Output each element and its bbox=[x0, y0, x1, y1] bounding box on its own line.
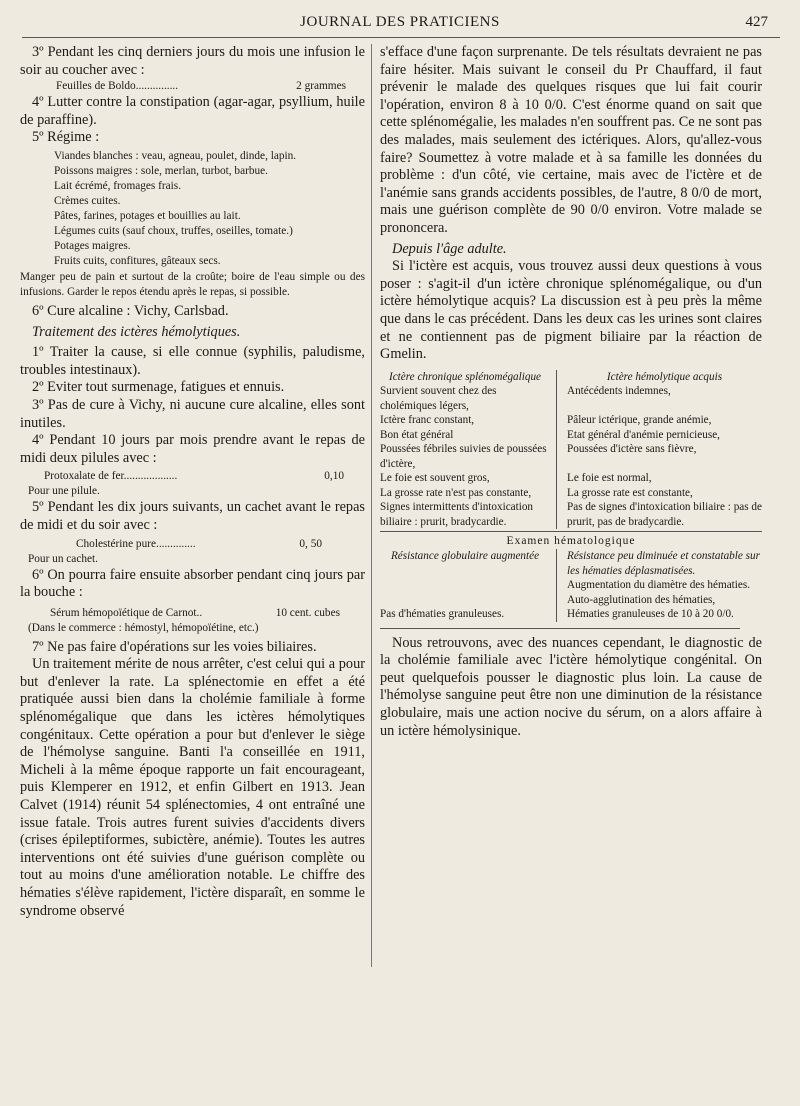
boldo-dose: 2 grammes bbox=[296, 80, 346, 93]
risk-paragraph: s'efface d'une façon surprenante. De tels résultats devraient ne pas faire hésiter. Mais suivant le conseil du Pr Chauffard, il faut prévenir le malade des quelques risques que lui fait courir l'opération, environ 8 à 10 0/0. C'est énorme quand on sait que cette splénomégalie, les malades n'en souffrent pas. Ce ne sont pas des malades, mais seulement des ictériques. Alors, qu'allez-vous faire? Soumettez à votre malade et à sa famille les données du problème : d'un côté, vie certaine, mais avec de l'ictère et de l'anémie sans grands accidents possibles, de l'autre, 8 0/0 de mort, mais une guérison complète de 90 0/0 environ. Votre malade se prononcera. bbox=[380, 44, 762, 236]
regime-item: Crèmes cuites. bbox=[54, 194, 121, 207]
section-title: Traitement des ictères hémolytiques. bbox=[32, 323, 241, 340]
regime-item: Fruits cuits, confitures, gâteaux secs. bbox=[54, 254, 221, 267]
cholesterine-name: Cholestérine pure.............. bbox=[76, 537, 196, 550]
regime-item: Légumes cuits (sauf choux, truffes, oseilles, tomate.) bbox=[54, 224, 293, 237]
boldo-prescription bbox=[20, 79, 346, 94]
table-header bbox=[380, 370, 762, 385]
fer-prescription bbox=[20, 469, 344, 484]
table-row: La grosse rate n'est pas constante, La grosse rate est constante, bbox=[380, 486, 762, 501]
regime-note: Manger peu de pain et surtout de la croûte; boire de l'eau simple ou des infusions. Garder le repos étendu après le repas, si possible. bbox=[20, 270, 365, 298]
table-head-right: Ictère hémolytique acquis bbox=[556, 370, 762, 385]
serum-dose: 10 cent. cubes bbox=[275, 606, 340, 619]
serum-name: Sérum hémopoïétique de Carnot.. bbox=[50, 606, 203, 619]
treatment-5: 5º Pendant les dix jours suivants, un cachet avant le repas de midi et du soir avec : bbox=[20, 499, 365, 533]
running-header bbox=[20, 14, 780, 38]
table-row: Bon état général Etat général d'anémie pernicieuse, bbox=[380, 428, 762, 443]
fer-unit: Pour une pilule. bbox=[28, 485, 100, 498]
splenectomy-paragraph: Un traitement mérite de nous arrêter, c'est celui qui a pour but d'enlever la rate. La splénectomie en effet a été pratiquée aussi bien dans la cholémie familiale à forme splénomégalique que dans les ictères hémolytiques congénitaux. Cette opération a pour but d'enlever le siège de l'hémolyse sanguine. Banti l'a conseillée en 1911, Micheli à la même époque rapporte un fait encourageant, puis Klemperer en 1912, et enfin Gilbert en 1913. Jean Calvet (1914) réunit 54 splénectomies, 4 ont entraîné une issue fatale. Trois autres furent suivies d'accidents divers (crises épileptiformes, subictère, anémie). Toutes les autres interventions ont été suivies d'une guérison complète ou tout au moins d'une amélioration notable. Le chiffre des hématies s'élève rapidement, l'ictère disparaît, en somme le syndrome observé bbox=[20, 656, 365, 919]
table-row: Pas d'hématies granuleuses. Hématies granuleuses de 10 à 20 0/0. bbox=[380, 607, 762, 622]
cholesterine-prescription bbox=[20, 537, 322, 552]
cholesterine-unit: Pour un cachet. bbox=[28, 552, 98, 565]
fer-dose: 0,10 bbox=[324, 470, 344, 483]
treatment-7: 7º Ne pas faire d'opérations sur les voies biliaires. bbox=[32, 638, 317, 655]
page-number: 427 bbox=[745, 14, 768, 30]
fer-name: Protoxalate de fer................... bbox=[44, 470, 178, 483]
table-row: Poussées fébriles suivies de poussées d'ictère, Poussées d'ictère sans fièvre, bbox=[380, 442, 762, 471]
item-5: 5º Régime : bbox=[32, 129, 100, 146]
item-4: 4º Lutter contre la constipation (agar-agar, psyllium, huile de paraffine). bbox=[20, 94, 365, 128]
table-row: Ictère franc constant, Pâleur ictérique, grande anémie, bbox=[380, 413, 762, 428]
regime-item: Lait écrémé, fromages frais. bbox=[54, 179, 182, 192]
item-6: 6º Cure alcaline : Vichy, Carlsbad. bbox=[32, 302, 229, 319]
treatment-3: 3º Pas de cure à Vichy, ni aucune cure alcaline, elles sont inutiles. bbox=[20, 396, 365, 431]
table-row: Signes intermittents d'intoxication biliaire : prurit, bradycardie. Pas de signes d'intoxication biliaire : pas de prurit, pas de bradycardie. bbox=[380, 501, 762, 528]
table-row: Auto-agglutination des hématies, bbox=[380, 593, 762, 608]
column-divider bbox=[371, 44, 372, 967]
header-rule bbox=[22, 37, 780, 38]
acquired-paragraph: Si l'ictère est acquis, vous trouvez aussi deux questions à vous poser : s'agit-il d'un ictère chronique splénomégalique, ou d'un ictère hémolytique acquis? La discussion est à peu près la même que dans le cas précédent. Dans les deux cas les urines sont claires et ne contiennent pas de pigment biliaire par la réaction de Gmelin. bbox=[380, 258, 762, 363]
table-head-left: Ictère chronique splénomégalique bbox=[388, 370, 542, 383]
subhead-adult: Depuis l'âge adulte. bbox=[392, 240, 507, 257]
treatment-6: 6º On pourra faire ensuite absorber pendant cinq jours par la bouche : bbox=[20, 566, 365, 601]
treatment-4: 4º Pendant 10 jours par mois prendre avant le repas de midi deux pilules avec : bbox=[20, 432, 365, 466]
boldo-name: Feuilles de Boldo............... bbox=[56, 80, 179, 93]
conclusion-paragraph: Nous retrouvons, avec des nuances cependant, le diagnostic de la cholémie familiale avec l'ictère hémolytique congénital. On peut quelquefois pousser le diagnostic plus loin. La cause de l'hémolyse sanguine peut être non une diminution de la résistance globulaire, mais une action nocive du sérum, on a alors affaire à un ictère hémolysinique. bbox=[380, 634, 762, 739]
serum-note: (Dans le commerce : hémostyl, hémopoïétine, etc.) bbox=[28, 621, 259, 634]
regime-item: Viandes blanches : veau, agneau, poulet, dinde, lapin. bbox=[54, 149, 297, 162]
table-row: Augmentation du diamètre des hématies. bbox=[380, 578, 762, 593]
regime-item: Potages maigres. bbox=[54, 239, 131, 252]
cholesterine-dose: 0, 50 bbox=[299, 537, 322, 550]
serum-prescription bbox=[20, 606, 340, 621]
comparison-table bbox=[380, 370, 762, 622]
regime-item: Pâtes, farines, potages et bouillies au lait. bbox=[54, 209, 241, 222]
left-column bbox=[20, 44, 365, 920]
table-row: Résistance globulaire augmentée Résistance peu diminuée et constatable sur les hématies déplasmatisées. bbox=[380, 549, 762, 578]
treatment-1: 1º Traiter la cause, si elle connue (syphilis, paludisme, troubles intestinaux). bbox=[20, 344, 365, 378]
table-row: Survient souvent chez des cholémiques légers, Antécédents indemnes, bbox=[380, 384, 762, 413]
right-column bbox=[380, 44, 762, 740]
table-row: Le foie est souvent gros, Le foie est normal, bbox=[380, 471, 762, 486]
exam-hematologique-heading: Examen hématologique bbox=[380, 531, 762, 549]
table-bottom-rule bbox=[380, 628, 740, 629]
regime-list bbox=[20, 149, 365, 269]
treatment-2: 2º Eviter tout surmenage, fatigues et ennuis. bbox=[32, 379, 285, 396]
item-3-intro: 3º Pendant les cinq derniers jours du mois une infusion le soir au coucher avec : bbox=[20, 44, 365, 78]
regime-item: Poissons maigres : sole, merlan, turbot, barbue. bbox=[54, 164, 268, 177]
journal-title: JOURNAL DES PRATICIENS bbox=[300, 14, 500, 30]
